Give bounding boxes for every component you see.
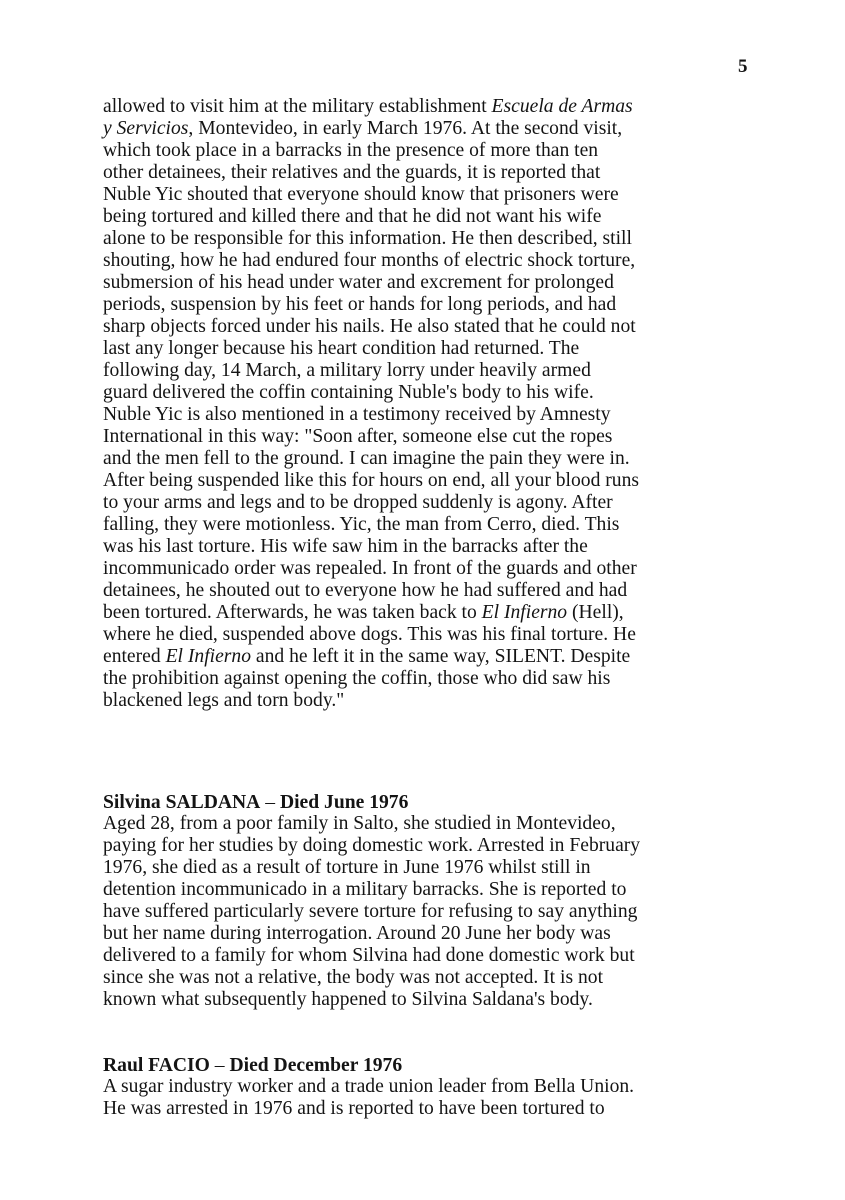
text-segment: where he died, suspended above dogs. This was his final torture. He (103, 624, 636, 645)
entry-heading-saldana (103, 792, 408, 814)
text-line (103, 360, 591, 382)
text-line (103, 140, 598, 162)
text-line: Aged 28, from a poor family in Salto, she studied in Montevideo, (103, 813, 616, 834)
text-line: have suffered particularly severe torture for refusing to say anything (103, 901, 638, 922)
text-segment: was his last torture. His wife saw him in the barracks after the (103, 536, 588, 557)
entry-heading-facio (103, 1055, 402, 1077)
text-line (103, 382, 594, 404)
text-segment: alone to be responsible for this information. He then described, still (103, 228, 632, 249)
page-number: 5 (738, 56, 748, 77)
text-line: known what subsequently happened to Silvina Saldana's body. (103, 989, 593, 1010)
text-segment: , Montevideo, in early March 1976. At the second visit, (188, 118, 623, 139)
text-line: detention incommunicado in a military barracks. She is reported to (103, 879, 627, 900)
text-line: 1976, she died as a result of torture in June 1976 whilst still in (103, 857, 591, 878)
entry-separator: – (260, 792, 280, 813)
text-line (103, 228, 632, 250)
text-segment: Nuble Yic is also mentioned in a testimony received by Amnesty (103, 404, 611, 425)
text-segment: sharp objects forced under his nails. He also stated that he could not (103, 316, 636, 337)
text-line: A sugar industry worker and a trade union leader from Bella Union. (103, 1076, 635, 1097)
text-segment: detainees, he shouted out to everyone how he had suffered and had (103, 580, 628, 601)
text-line (103, 272, 614, 294)
text-line (103, 514, 619, 536)
text-line (103, 250, 635, 272)
text-segment: been tortured. Afterwards, he was taken back to (103, 602, 482, 623)
italic-text: El Infierno (165, 646, 251, 667)
entry-separator: – (209, 1055, 230, 1076)
text-line (103, 668, 610, 690)
text-segment: shouting, how he had endured four months of electric shock torture, (103, 250, 636, 271)
text-segment: the prohibition against opening the coffin, those who did saw his (103, 668, 611, 689)
entry-name: Raul FACIO (103, 1055, 210, 1076)
text-line (103, 118, 622, 140)
text-line (103, 448, 630, 470)
text-segment: being tortured and killed there and that he did not want his wife (103, 206, 602, 227)
text-line: He was arrested in 1976 and is reported to have been tortured to (103, 1098, 605, 1119)
text-segment: periods, suspension by his feet or hands for long periods, and had (103, 294, 617, 315)
text-segment: entered (103, 646, 166, 667)
text-line (103, 96, 633, 118)
entry-date: Died December 1976 (229, 1055, 403, 1076)
text-line (103, 646, 630, 668)
text-line: since she was not a relative, the body was not accepted. It is not (103, 967, 604, 988)
text-line (103, 206, 601, 228)
text-segment: Nuble Yic shouted that everyone should know that prisoners were (103, 184, 619, 205)
text-segment: submersion of his head under water and excrement for prolonged (103, 272, 614, 293)
text-line (103, 426, 612, 448)
text-line (103, 338, 579, 360)
italic-text: y Servicios (103, 118, 189, 139)
entry-date: Died June 1976 (279, 792, 409, 813)
text-line: paying for her studies by doing domestic work. Arrested in February (103, 835, 641, 856)
text-segment: blackened legs and torn body." (103, 690, 345, 711)
italic-text: Escuela de Armas (491, 96, 633, 117)
text-line (103, 536, 588, 558)
entry-name: Silvina SALDANA (103, 792, 261, 813)
text-line (103, 558, 637, 580)
italic-text: El Infierno (481, 602, 568, 623)
text-segment: and the men fell to the ground. I can imagine the pain they were in. (103, 448, 630, 469)
text-line (103, 162, 600, 184)
text-line (103, 294, 616, 316)
text-segment: last any longer because his heart condition had returned. The (103, 338, 580, 359)
text-segment: (Hell), (567, 602, 624, 623)
text-line (103, 602, 624, 624)
text-line (103, 404, 611, 426)
text-segment: International in this way: "Soon after, someone else cut the ropes (103, 426, 613, 447)
text-segment: and he left it in the same way, SILENT. Despite (251, 646, 631, 667)
text-line (103, 470, 639, 492)
text-segment: After being suspended like this for hours on end, all your blood runs (103, 470, 640, 491)
text-segment: following day, 14 March, a military lorry under heavily armed (103, 360, 591, 381)
text-line: delivered to a family for whom Silvina had done domestic work but (103, 945, 635, 966)
text-line (103, 492, 613, 514)
text-line (103, 580, 627, 602)
text-segment: falling, they were motionless. Yic, the man from Cerro, died. This (103, 514, 620, 535)
text-line (103, 184, 619, 206)
text-segment: guard delivered the coffin containing Nuble's body to his wife. (103, 382, 594, 403)
text-segment: other detainees, their relatives and the guards, it is reported that (103, 162, 601, 183)
text-line (103, 624, 636, 646)
text-segment: which took place in a barracks in the presence of more than ten (103, 140, 599, 161)
text-segment: incommunicado order was repealed. In front of the guards and other (103, 558, 637, 579)
text-segment: to your arms and legs and to be dropped suddenly is agony. After (103, 492, 613, 513)
text-line (103, 316, 636, 338)
text-segment: allowed to visit him at the military establishment (103, 96, 492, 117)
text-line: but her name during interrogation. Around 20 June her body was (103, 923, 611, 944)
text-line (103, 690, 344, 712)
